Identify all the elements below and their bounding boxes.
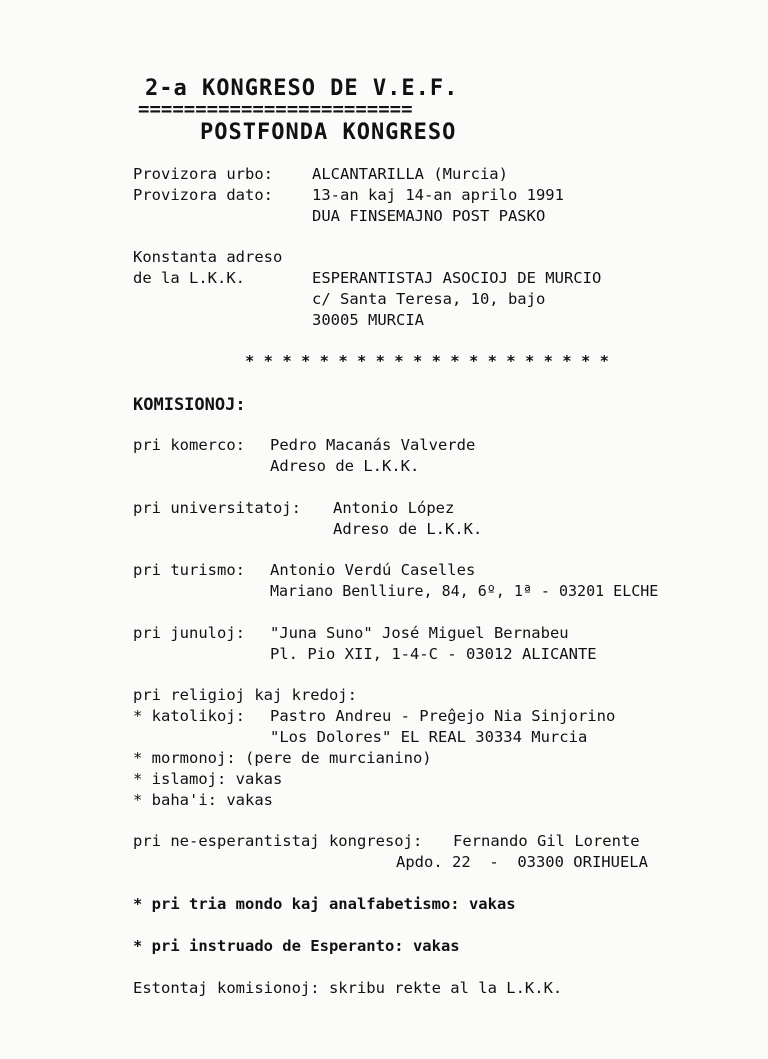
- commerce-label: pri komerco:: [133, 436, 245, 454]
- title-rule: ========================: [138, 98, 413, 120]
- address-label-1: Konstanta adreso: [133, 248, 283, 266]
- star-divider: * * * * * * * * * * * * * * * * * * * *: [245, 352, 609, 370]
- city-label: Provizora urbo:: [133, 165, 273, 183]
- universities-address: Adreso de L.K.K.: [333, 520, 483, 538]
- bahai-line: * baha'i: vakas: [133, 791, 273, 809]
- teaching-line: * pri instruado de Esperanto: vakas: [133, 937, 460, 955]
- date-note: DUA FINSEMAJNO POST PASKO: [312, 207, 546, 225]
- islam-line: * islamoj: vakas: [133, 770, 283, 788]
- address-line-1: ESPERANTISTAJ ASOCIOJ DE MURCIO: [312, 269, 602, 287]
- non-esperanto-address: Apdo. 22 - 03300 ORIHUELA: [396, 853, 648, 871]
- youth-label: pri junuloj:: [133, 624, 245, 642]
- catholic-address: "Los Dolores" EL REAL 30334 Murcia: [270, 728, 588, 746]
- catholic-label: * katolikoj:: [133, 707, 245, 725]
- non-esperanto-label: pri ne-esperantistaj kongresoj:: [133, 832, 423, 850]
- address-label-2: de la L.K.K.: [133, 269, 245, 287]
- tourism-address: Mariano Benlliure, 84, 6º, 1ª - 03201 ELCHE: [270, 582, 659, 600]
- future-commissions-line: Estontaj komisionoj: skribu rekte al la L.K.K.: [133, 979, 563, 997]
- date-value: 13-an kaj 14-an aprilo 1991: [312, 186, 564, 204]
- commerce-address: Adreso de L.K.K.: [270, 457, 420, 475]
- commissions-heading: KOMISIONOJ:: [133, 395, 246, 415]
- universities-label: pri universitatoj:: [133, 499, 301, 517]
- city-value: ALCANTARILLA (Murcia): [312, 165, 508, 183]
- catholic-name: Pastro Andreu - Preĝejo Nia Sinjorino: [270, 707, 616, 725]
- date-label: Provizora dato:: [133, 186, 273, 204]
- page-title: 2-a KONGRESO DE V.E.F.: [145, 76, 459, 101]
- third-world-line: * pri tria mondo kaj analfabetismo: vakas: [133, 895, 516, 913]
- tourism-name: Antonio Verdú Caselles: [270, 561, 476, 579]
- religion-label: pri religioj kaj kredoj:: [133, 686, 357, 704]
- youth-address: Pl. Pio XII, 1-4-C - 03012 ALICANTE: [270, 645, 597, 663]
- mormon-line: * mormonoj: (pere de murcianino): [133, 749, 432, 767]
- tourism-label: pri turismo:: [133, 561, 245, 579]
- address-line-2: c/ Santa Teresa, 10, bajo: [312, 290, 546, 308]
- commerce-name: Pedro Macanás Valverde: [270, 436, 476, 454]
- universities-name: Antonio López: [333, 499, 455, 517]
- youth-name: "Juna Suno" José Miguel Bernabeu: [270, 624, 569, 642]
- non-esperanto-name: Fernando Gil Lorente: [453, 832, 640, 850]
- address-line-3: 30005 MURCIA: [312, 311, 424, 329]
- page-subtitle: POSTFONDA KONGRESO: [200, 120, 457, 145]
